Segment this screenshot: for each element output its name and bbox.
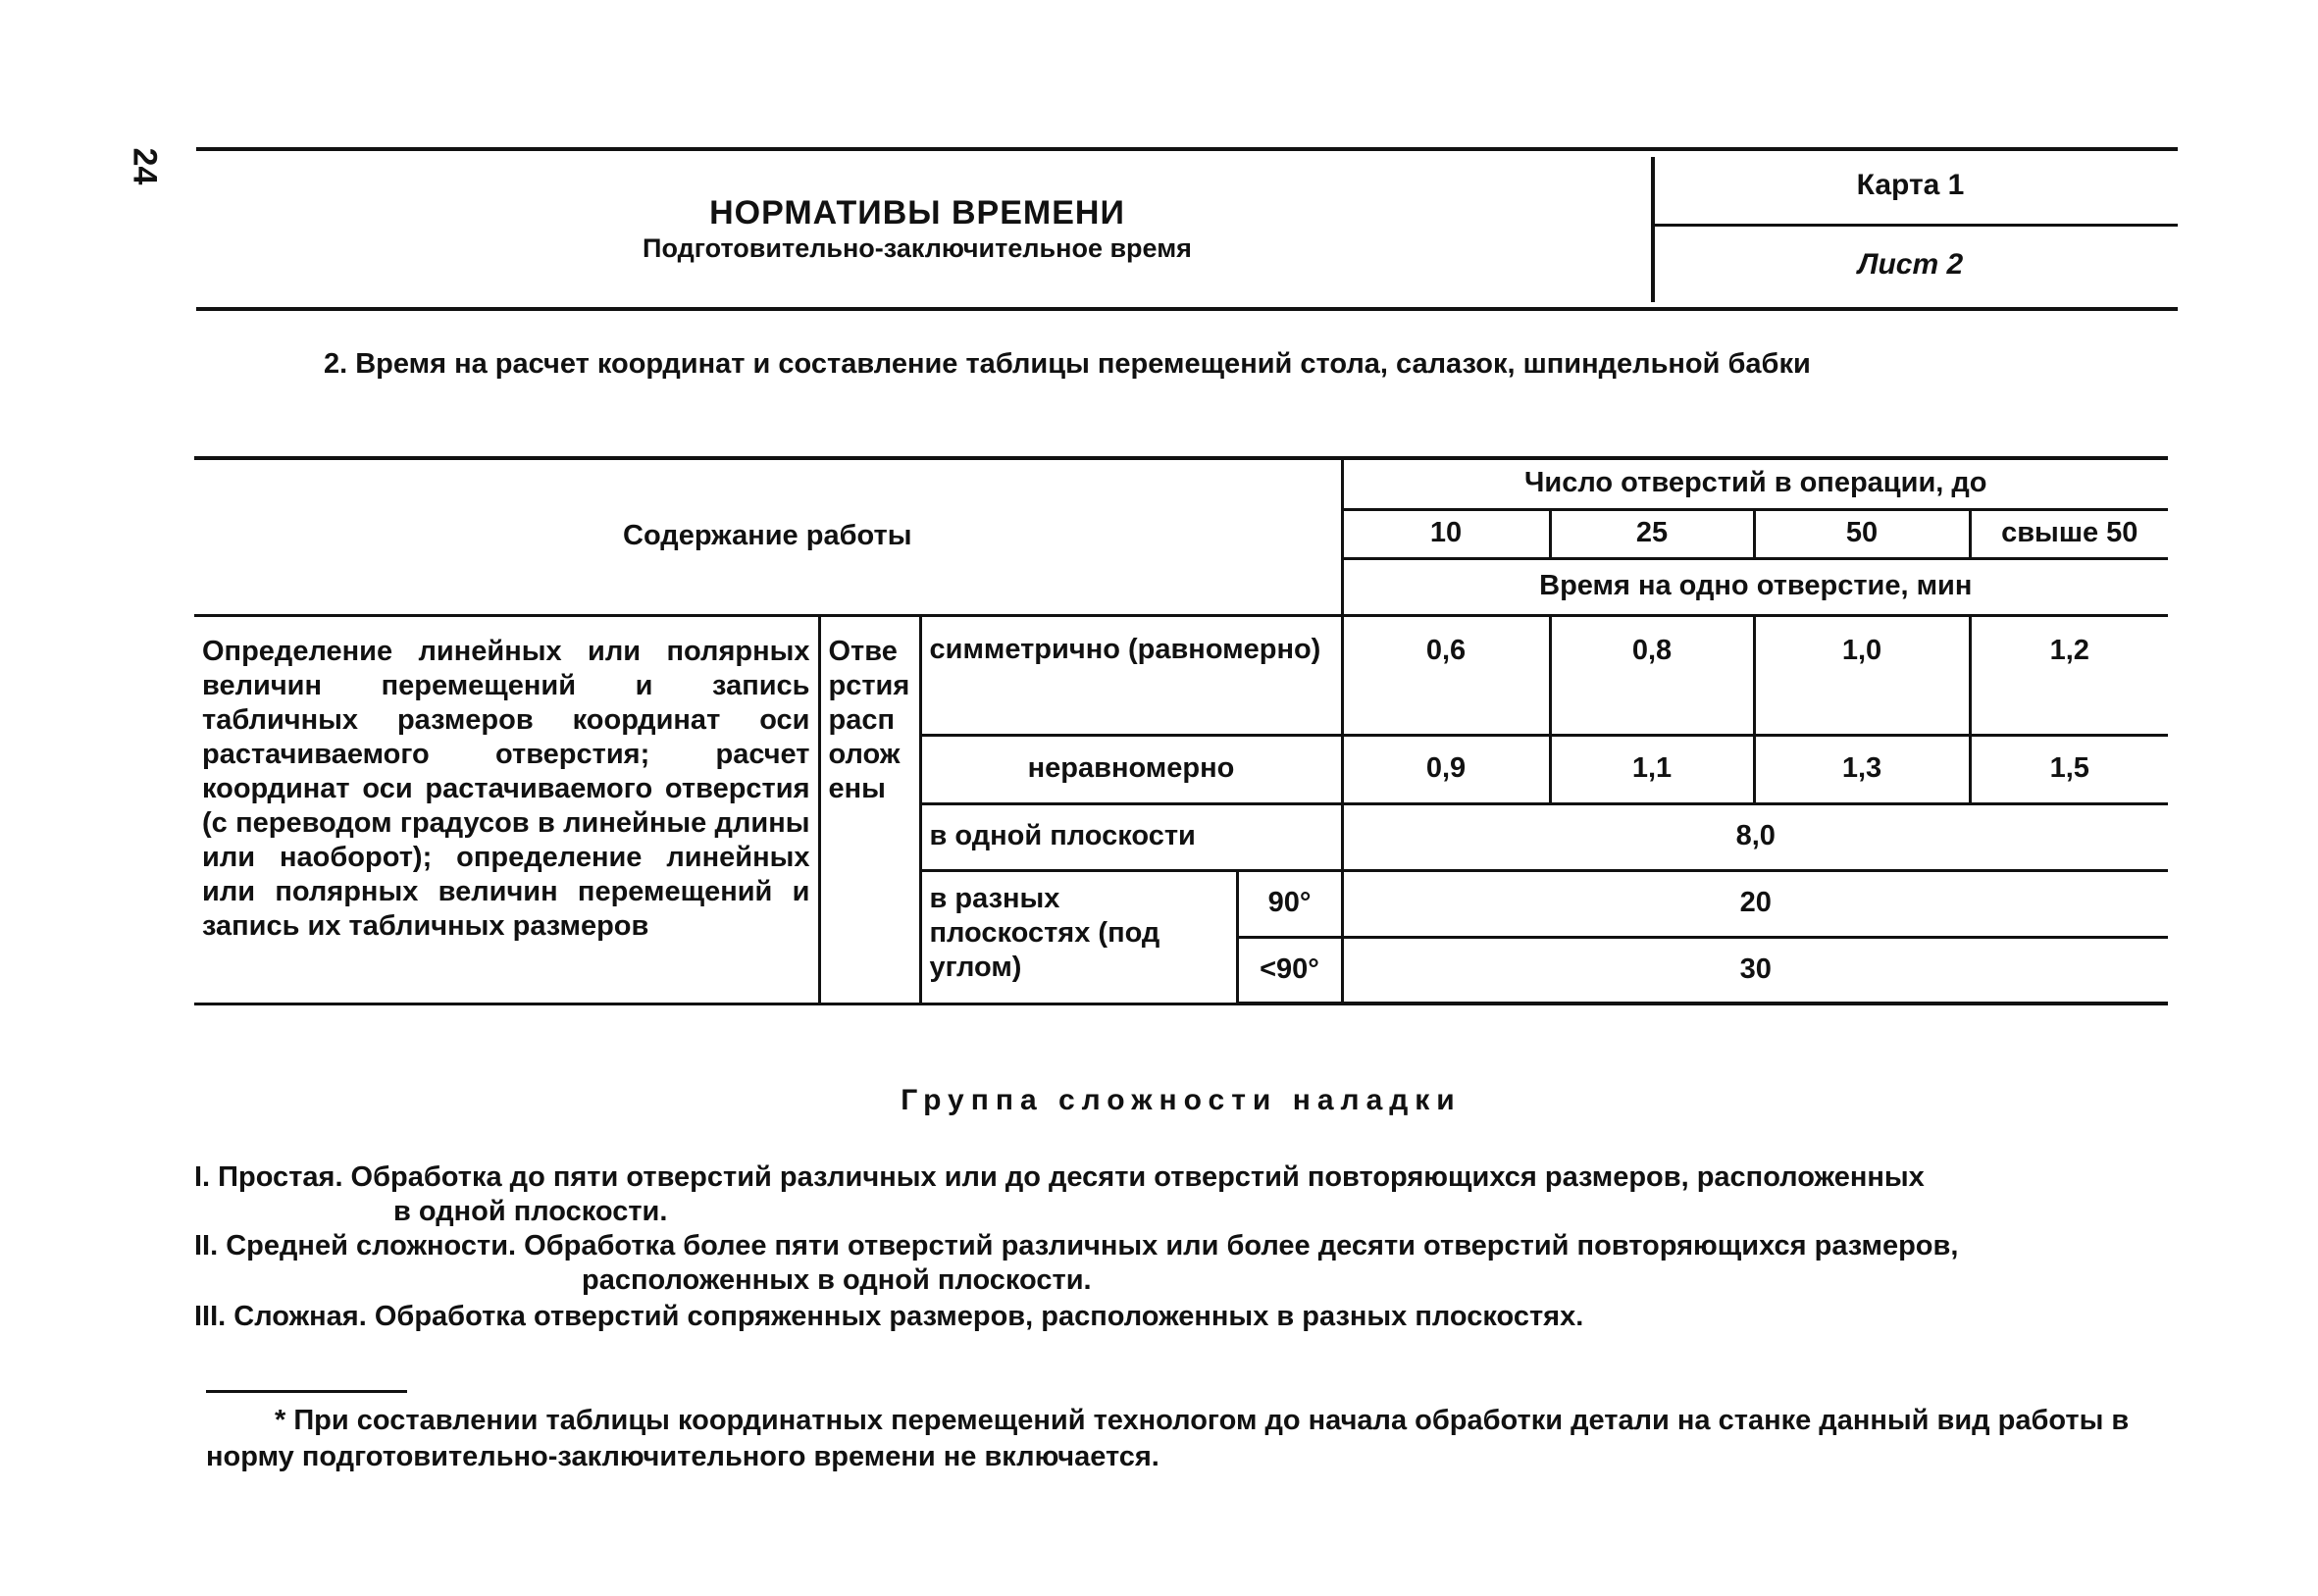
group-text-simple: Обработка до пяти отверстий различных или до десяти отверстий повторяющихся размеров, расположенных [342, 1161, 1925, 1193]
group-text-medium-cont: расположенных в одной плоскости. [582, 1264, 1092, 1296]
page-number: 24 [126, 147, 164, 185]
footnote: * При составлении таблицы координатных перемещений технологом до начала обработки детали на станке данный вид работы в норму подготовительно-заключительного времени не включается. [206, 1405, 2130, 1472]
work-description: Определение линейных или полярных величин перемещений и запись табличных размеров координат оси растачиваемого отверстия; расчет координат оси растачиваемого отверстия (с переводом градусов в линейные длины или наоборот); определение линейных или полярных величин перемещений и запись их табличных размеров [194, 615, 819, 1004]
group-label-complex: III. Сложная. [194, 1301, 367, 1332]
section-title: 2. Время на расчет координат и составление таблицы перемещений стола, салазок, шпиндельной бабки [324, 348, 1811, 380]
header-title: НОРМАТИВЫ ВРЕМЕНИ [709, 194, 1125, 232]
value-uneven-over-50: 1,5 [1970, 735, 2168, 803]
value-one-plane: 8,0 [1342, 803, 2168, 870]
value-uneven-50: 1,3 [1754, 735, 1970, 803]
holes-located-label: Отверстия расположены [819, 615, 920, 1004]
header-top-rule [196, 147, 2178, 151]
angle-less-90: <90° [1237, 937, 1342, 1004]
hole-count-50: 50 [1754, 509, 1970, 558]
value-uneven-10: 0,9 [1342, 735, 1550, 803]
condition-one-plane: в одной плоскости [920, 803, 1342, 870]
value-symmetric-25: 0,8 [1550, 615, 1754, 735]
value-symmetric-over-50: 1,2 [1970, 615, 2168, 735]
value-symmetric-10: 0,6 [1342, 615, 1550, 735]
sheet-number: Лист 2 [1857, 248, 1964, 281]
value-symmetric-50: 1,0 [1754, 615, 1970, 735]
complexity-group-title: Группа сложности наладки [901, 1084, 1462, 1116]
group-text-complex: Обработка отверстий сопряженных размеров, расположенных в разных плоскостях. [366, 1301, 1584, 1332]
time-per-hole-header: Время на одно отверстие, мин [1342, 558, 2168, 615]
hole-count-10: 10 [1342, 509, 1550, 558]
group-text-simple-cont: в одной плоскости. [393, 1196, 668, 1227]
norms-table [194, 456, 2168, 1005]
hole-count-25: 25 [1550, 509, 1754, 558]
group-item-medium [194, 1229, 2168, 1298]
card-number: Карта 1 [1856, 169, 1965, 201]
group-label-simple: I. Простая. [194, 1161, 343, 1193]
group-item-simple [194, 1160, 2168, 1229]
value-angle-less-90: 30 [1342, 937, 2168, 1004]
condition-symmetric: симметрично (равномерно) [920, 615, 1342, 735]
holes-count-header: Число отверстий в операции, до [1342, 458, 2168, 509]
work-content-header: Содержание работы [194, 458, 1342, 615]
hole-count-over-50: свыше 50 [1970, 509, 2168, 558]
value-angle-90: 20 [1342, 870, 2168, 937]
condition-different-planes: в разных плоскостях (под углом) [920, 870, 1237, 1004]
header-subtitle: Подготовительно-заключительное время [643, 233, 1192, 263]
group-item-complex [194, 1300, 2168, 1334]
group-label-medium: II. Средней сложности. [194, 1230, 517, 1261]
angle-90: 90° [1237, 870, 1342, 937]
condition-uneven: неравномерно [920, 735, 1342, 803]
footnote-rule [206, 1390, 407, 1393]
header-bottom-rule [196, 307, 2178, 311]
card-sheet-divider [1651, 224, 2178, 227]
value-uneven-25: 1,1 [1550, 735, 1754, 803]
group-text-medium: Обработка более пяти отверстий различных или более десяти отверстий повторяющихся размеров, [516, 1230, 1959, 1261]
